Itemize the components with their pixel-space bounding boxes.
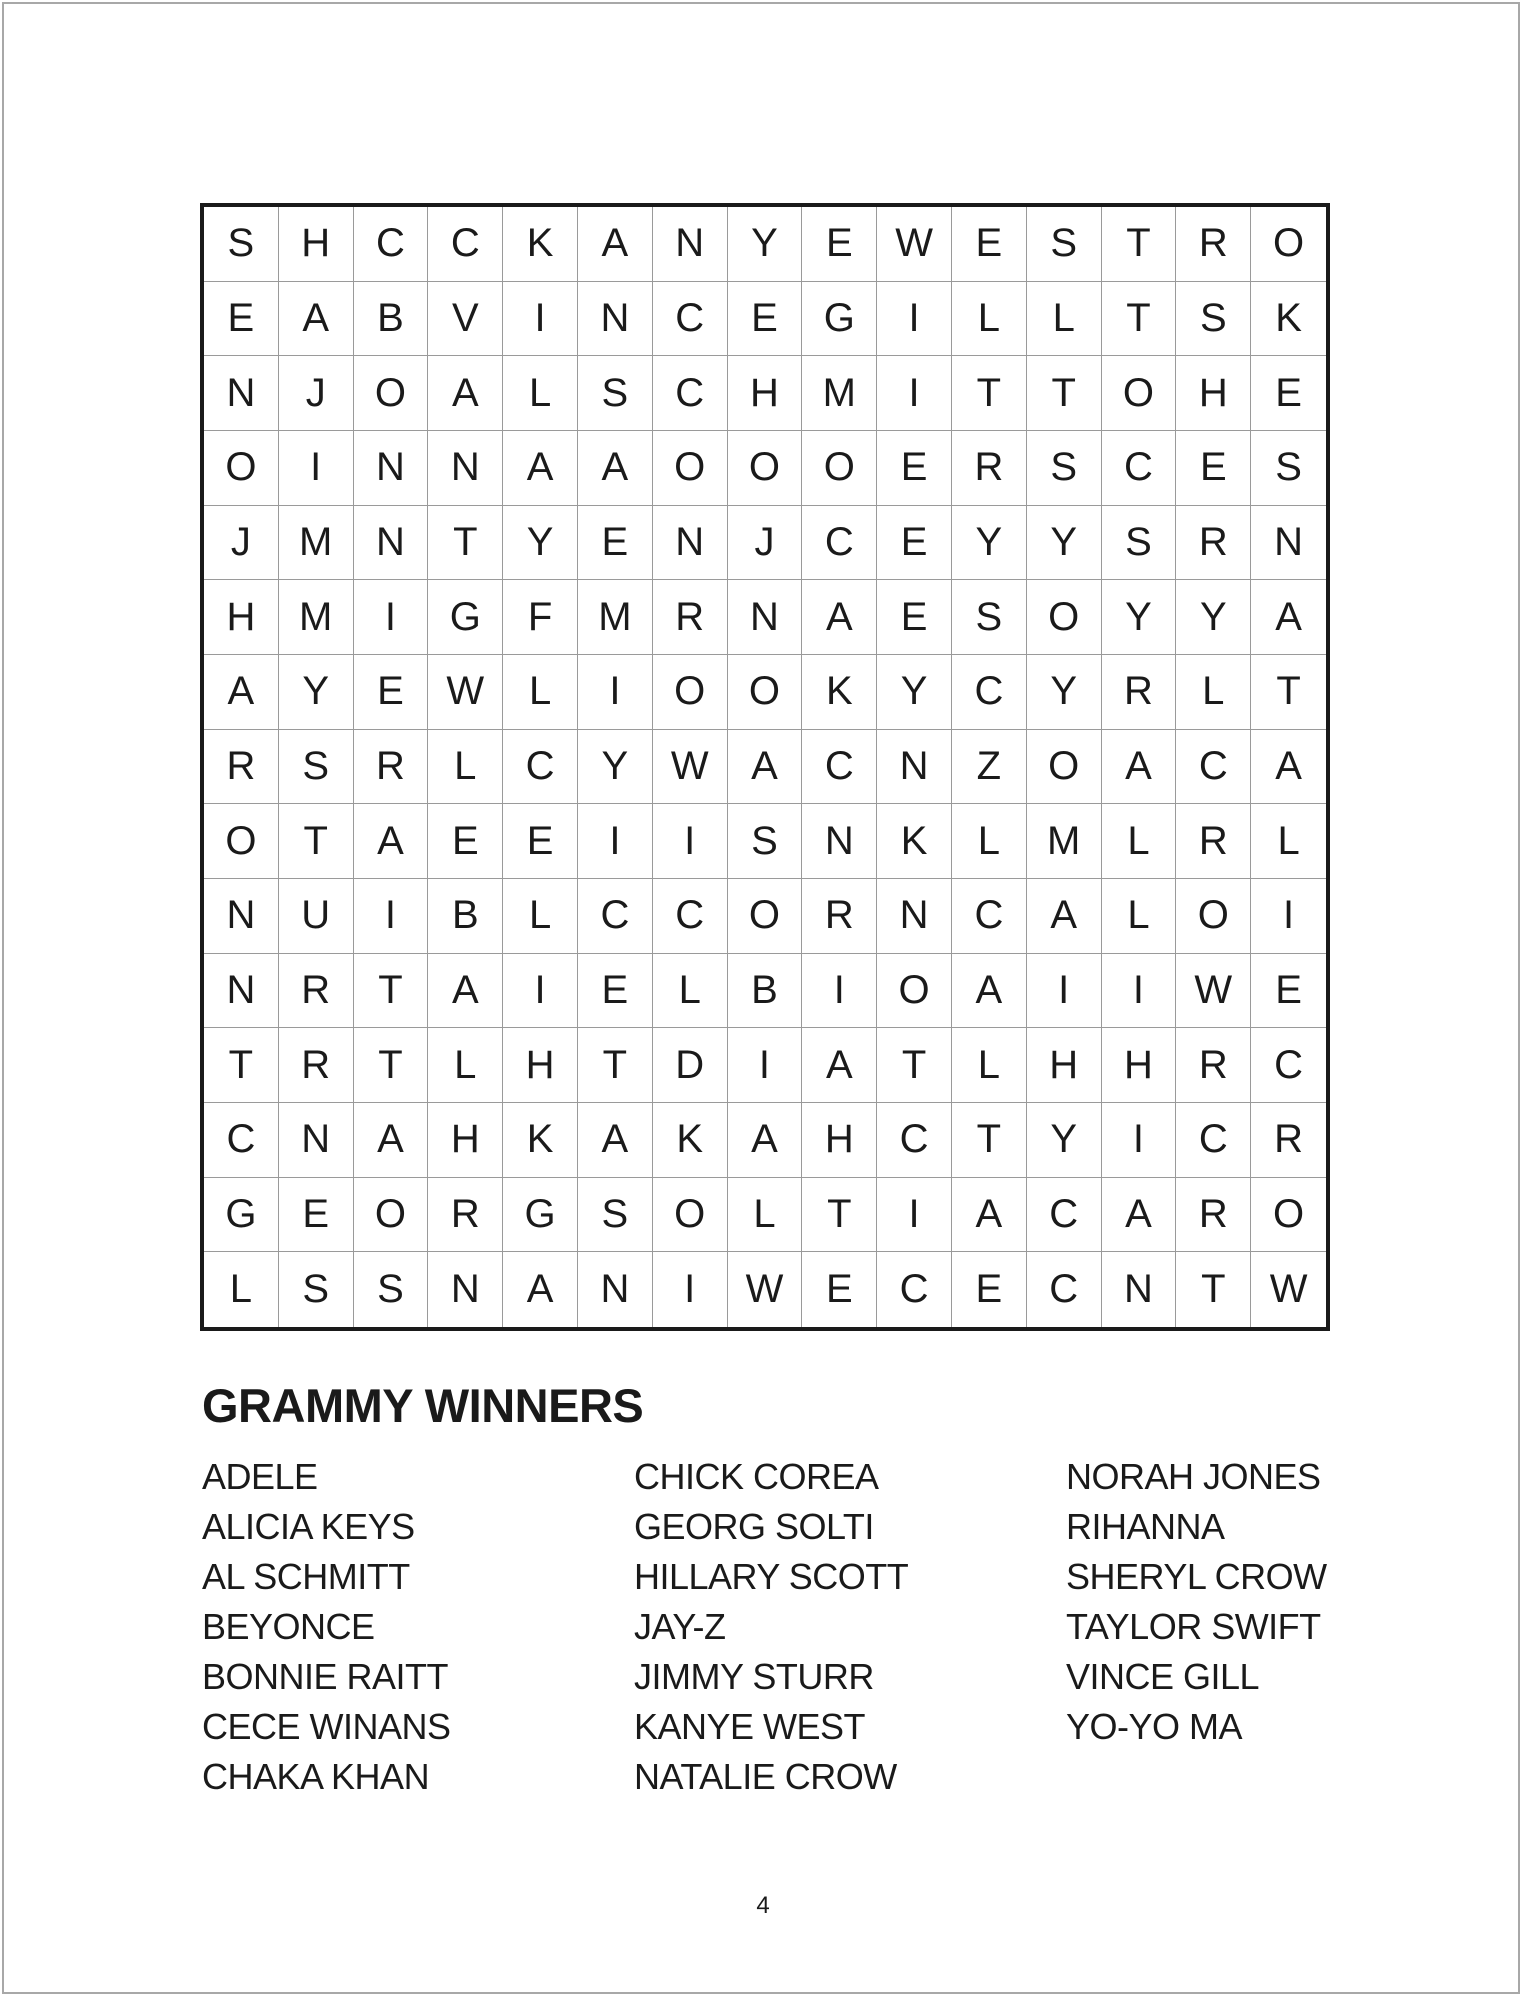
grid-cell: R	[279, 954, 354, 1029]
grid-cell: Y	[1027, 1103, 1102, 1178]
grid-cell: N	[653, 506, 728, 581]
grid-cell: M	[279, 506, 354, 581]
word-list-item: NORAH JONES	[1066, 1456, 1321, 1497]
grid-cell: N	[354, 506, 429, 581]
grid-cell: L	[952, 1028, 1027, 1103]
grid-cell: R	[279, 1028, 354, 1103]
grid-cell: N	[728, 580, 803, 655]
grid-cell: N	[802, 804, 877, 879]
grid-cell: K	[877, 804, 952, 879]
grid-cell: R	[952, 431, 1027, 506]
grid-cell: A	[279, 282, 354, 357]
grid-cell: N	[1251, 506, 1326, 581]
word-list-item: JIMMY STURR	[634, 1656, 874, 1697]
grid-cell: A	[428, 954, 503, 1029]
grid-cell: E	[279, 1178, 354, 1253]
grid-cell: L	[428, 730, 503, 805]
grid-cell: O	[1102, 356, 1177, 431]
grid-cell: I	[578, 655, 653, 730]
grid-cell: K	[1251, 282, 1326, 357]
grid-cell: W	[428, 655, 503, 730]
grid-cell: C	[1176, 730, 1251, 805]
grid-cell: N	[428, 431, 503, 506]
grid-cell: G	[428, 580, 503, 655]
grid-cell: O	[877, 954, 952, 1029]
grid-cell: O	[1027, 580, 1102, 655]
word-list-item: CECE WINANS	[202, 1706, 451, 1747]
grid-cell: H	[802, 1103, 877, 1178]
grid-cell: Y	[952, 506, 1027, 581]
word-list-column-1	[202, 1452, 451, 1802]
grid-cell: Y	[279, 655, 354, 730]
grid-cell: H	[1027, 1028, 1102, 1103]
grid-cell: R	[428, 1178, 503, 1253]
grid-cell: T	[802, 1178, 877, 1253]
grid-cell: H	[279, 207, 354, 282]
word-list-item: RIHANNA	[1066, 1506, 1225, 1547]
grid-cell: R	[1251, 1103, 1326, 1178]
word-list-item: NATALIE CROW	[634, 1756, 897, 1797]
grid-cell: O	[653, 655, 728, 730]
grid-cell: N	[354, 431, 429, 506]
grid-cell: A	[503, 431, 578, 506]
grid-cell: I	[1102, 954, 1177, 1029]
grid-cell: Y	[877, 655, 952, 730]
grid-cell: N	[204, 954, 279, 1029]
grid-cell: I	[503, 954, 578, 1029]
grid-cell: N	[877, 730, 952, 805]
grid-cell: C	[952, 655, 1027, 730]
grid-cell: O	[728, 655, 803, 730]
grid-cell: C	[578, 879, 653, 954]
grid-cell: E	[1176, 431, 1251, 506]
grid-cell: A	[802, 580, 877, 655]
grid-cell: L	[952, 282, 1027, 357]
grid-cell: H	[503, 1028, 578, 1103]
grid-cell: Z	[952, 730, 1027, 805]
grid-cell: L	[952, 804, 1027, 879]
grid-cell: A	[1251, 580, 1326, 655]
grid-cell: H	[1102, 1028, 1177, 1103]
word-list-item: HILLARY SCOTT	[634, 1556, 909, 1597]
grid-cell: A	[204, 655, 279, 730]
grid-cell: H	[1176, 356, 1251, 431]
grid-cell: V	[428, 282, 503, 357]
word-list-column-2	[634, 1452, 908, 1802]
grid-cell: C	[653, 356, 728, 431]
grid-cell: R	[653, 580, 728, 655]
grid-cell: R	[1176, 804, 1251, 879]
grid-cell: E	[578, 506, 653, 581]
grid-cell: L	[728, 1178, 803, 1253]
grid-cell: R	[1102, 655, 1177, 730]
grid-cell: J	[279, 356, 354, 431]
word-list-item: TAYLOR SWIFT	[1066, 1606, 1321, 1647]
grid-cell: A	[503, 1252, 578, 1327]
grid-cell: S	[578, 1178, 653, 1253]
grid-cell: N	[428, 1252, 503, 1327]
grid-cell: M	[1027, 804, 1102, 879]
grid-cell: N	[1102, 1252, 1177, 1327]
grid-cell: L	[503, 879, 578, 954]
grid-cell: C	[1176, 1103, 1251, 1178]
grid-cell: C	[877, 1103, 952, 1178]
grid-cell: L	[653, 954, 728, 1029]
word-list-item: ALICIA KEYS	[202, 1506, 415, 1547]
grid-cell: I	[653, 1252, 728, 1327]
word-list-item: KANYE WEST	[634, 1706, 866, 1747]
grid-cell: C	[1027, 1252, 1102, 1327]
grid-cell: O	[1251, 1178, 1326, 1253]
grid-cell: A	[952, 954, 1027, 1029]
grid-cell: E	[877, 580, 952, 655]
page-number: 4	[756, 1892, 770, 1919]
grid-cell: T	[952, 356, 1027, 431]
grid-cell: C	[653, 282, 728, 357]
grid-cell: W	[1176, 954, 1251, 1029]
grid-cell: C	[877, 1252, 952, 1327]
grid-cell: T	[354, 1028, 429, 1103]
word-list-item: SHERYL CROW	[1066, 1556, 1327, 1597]
grid-cell: I	[503, 282, 578, 357]
grid-cell: E	[1251, 356, 1326, 431]
grid-cell: Y	[503, 506, 578, 581]
grid-cell: R	[354, 730, 429, 805]
grid-cell: I	[802, 954, 877, 1029]
grid-cell: S	[279, 1252, 354, 1327]
grid-cell: K	[653, 1103, 728, 1178]
grid-cell: C	[503, 730, 578, 805]
grid-cell: S	[578, 356, 653, 431]
grid-cell: O	[653, 1178, 728, 1253]
grid-cell: I	[354, 879, 429, 954]
grid-cell: A	[354, 1103, 429, 1178]
grid-cell: R	[1176, 207, 1251, 282]
word-list-title: GRAMMY WINNERS	[202, 1379, 644, 1432]
word-list-item: JAY-Z	[634, 1606, 726, 1647]
word-list-item: YO-YO MA	[1066, 1706, 1243, 1747]
grid-cell: T	[1176, 1252, 1251, 1327]
grid-cell: B	[428, 879, 503, 954]
grid-cell: E	[1251, 954, 1326, 1029]
grid-cell: R	[1176, 1178, 1251, 1253]
grid-cell: K	[802, 655, 877, 730]
grid-cell: I	[877, 1178, 952, 1253]
grid-cell: E	[952, 207, 1027, 282]
word-list-item: BONNIE RAITT	[202, 1656, 449, 1697]
grid-cell: A	[728, 1103, 803, 1178]
grid-cell: E	[952, 1252, 1027, 1327]
word-list-item: VINCE GILL	[1066, 1656, 1260, 1697]
grid-cell: J	[728, 506, 803, 581]
grid-cell: A	[578, 1103, 653, 1178]
grid-cell: A	[952, 1178, 1027, 1253]
grid-cell: H	[428, 1103, 503, 1178]
grid-cell: U	[279, 879, 354, 954]
grid-cell: O	[354, 356, 429, 431]
grid-cell: S	[952, 580, 1027, 655]
grid-cell: R	[1176, 1028, 1251, 1103]
grid-cell: S	[1251, 431, 1326, 506]
grid-cell: I	[279, 431, 354, 506]
grid-cell: I	[1027, 954, 1102, 1029]
grid-cell: A	[1102, 1178, 1177, 1253]
grid-cell: T	[279, 804, 354, 879]
grid-cell: C	[428, 207, 503, 282]
grid-cell: L	[1027, 282, 1102, 357]
word-list-item: CHICK COREA	[634, 1456, 879, 1497]
grid-cell: T	[428, 506, 503, 581]
grid-cell: A	[1027, 879, 1102, 954]
grid-cell: Y	[1027, 655, 1102, 730]
grid-cell: A	[728, 730, 803, 805]
grid-cell: L	[1251, 804, 1326, 879]
grid-cell: O	[1027, 730, 1102, 805]
grid-cell: C	[653, 879, 728, 954]
grid-cell: C	[1102, 431, 1177, 506]
grid-cell: T	[578, 1028, 653, 1103]
grid-cell: T	[204, 1028, 279, 1103]
grid-cell: N	[578, 282, 653, 357]
grid-cell: Y	[1176, 580, 1251, 655]
grid-cell: C	[204, 1103, 279, 1178]
grid-cell: R	[1176, 506, 1251, 581]
grid-cell: I	[1102, 1103, 1177, 1178]
grid-cell: C	[1027, 1178, 1102, 1253]
grid-cell: W	[728, 1252, 803, 1327]
grid-cell: Y	[1027, 506, 1102, 581]
grid-cell: S	[1027, 431, 1102, 506]
grid-cell: M	[802, 356, 877, 431]
word-search-grid	[200, 203, 1330, 1331]
grid-cell: A	[1102, 730, 1177, 805]
grid-cell: L	[1176, 655, 1251, 730]
grid-cell: I	[877, 356, 952, 431]
grid-cell: S	[354, 1252, 429, 1327]
grid-cell: G	[204, 1178, 279, 1253]
grid-cell: S	[204, 207, 279, 282]
word-list-column-3	[1066, 1452, 1327, 1752]
grid-cell: H	[204, 580, 279, 655]
grid-cell: B	[728, 954, 803, 1029]
grid-cell: W	[877, 207, 952, 282]
grid-cell: E	[728, 282, 803, 357]
grid-cell: B	[354, 282, 429, 357]
grid-cell: I	[578, 804, 653, 879]
grid-cell: R	[802, 879, 877, 954]
grid-cell: S	[728, 804, 803, 879]
grid-cell: N	[204, 356, 279, 431]
grid-cell: T	[877, 1028, 952, 1103]
grid-cell: A	[428, 356, 503, 431]
grid-cell: L	[503, 655, 578, 730]
grid-cell: O	[1176, 879, 1251, 954]
grid-cell: W	[1269, 1267, 1308, 1312]
grid-cell: E	[802, 1252, 877, 1327]
grid-cell: I	[728, 1028, 803, 1103]
grid-cell: L	[503, 356, 578, 431]
grid-cell: A	[1251, 730, 1326, 805]
grid-cell: A	[802, 1028, 877, 1103]
grid-cell: C	[802, 730, 877, 805]
grid-cell: O	[728, 431, 803, 506]
grid-cell: N	[877, 879, 952, 954]
grid-cell: G	[802, 282, 877, 357]
grid-cell: R	[204, 730, 279, 805]
grid-cell: O	[1251, 207, 1326, 282]
grid-cell: K	[503, 207, 578, 282]
grid-cell: O	[354, 1178, 429, 1253]
grid-cell: L	[1102, 804, 1177, 879]
grid-cell: L	[428, 1028, 503, 1103]
grid-cell: N	[578, 1252, 653, 1327]
grid-cell: J	[204, 506, 279, 581]
grid-cell: T	[1102, 207, 1177, 282]
grid-cell: S	[1102, 506, 1177, 581]
grid-cell: N	[653, 207, 728, 282]
grid-cell: T	[1102, 282, 1177, 357]
grid-cell: L	[204, 1252, 279, 1327]
grid-cell: Y	[1102, 580, 1177, 655]
grid-cell: O	[728, 879, 803, 954]
grid-cell: W	[653, 730, 728, 805]
grid-cell: K	[503, 1103, 578, 1178]
grid-cell: Y	[578, 730, 653, 805]
grid-cell: I	[877, 282, 952, 357]
grid-cell: S	[1176, 282, 1251, 357]
grid-cell: S	[279, 730, 354, 805]
grid-cell: O	[204, 804, 279, 879]
grid-cell: Y	[728, 207, 803, 282]
grid-cell: E	[204, 282, 279, 357]
grid-cell: E	[877, 431, 952, 506]
grid-cell: I	[653, 804, 728, 879]
grid-cell: N	[279, 1103, 354, 1178]
grid-cell: E	[354, 655, 429, 730]
grid-cell: H	[728, 356, 803, 431]
grid-cell: C	[1251, 1028, 1326, 1103]
grid-cell: M	[578, 580, 653, 655]
grid-cell: C	[802, 506, 877, 581]
grid-cell: E	[802, 207, 877, 282]
grid-cell: E	[428, 804, 503, 879]
word-list-item: CHAKA KHAN	[202, 1756, 430, 1797]
grid-cell: O	[204, 431, 279, 506]
grid-cell: A	[578, 207, 653, 282]
grid-cell: A	[578, 431, 653, 506]
grid-cell: S	[1027, 207, 1102, 282]
grid-cell: T	[1027, 356, 1102, 431]
grid-cell: T	[354, 954, 429, 1029]
grid-cell: T	[1251, 655, 1326, 730]
grid-cell: A	[354, 804, 429, 879]
grid-cell: E	[503, 804, 578, 879]
grid-cell: M	[279, 580, 354, 655]
grid-cell: D	[653, 1028, 728, 1103]
word-list-item: ADELE	[202, 1456, 318, 1497]
word-list-item: AL SCHMITT	[202, 1556, 410, 1597]
grid-cell: E	[877, 506, 952, 581]
grid-cell: G	[503, 1178, 578, 1253]
grid-cell: I	[354, 580, 429, 655]
grid-cell: L	[1102, 879, 1177, 954]
word-list-item: BEYONCE	[202, 1606, 375, 1647]
grid-cell: I	[1251, 879, 1326, 954]
grid-cell: E	[578, 954, 653, 1029]
grid-cell: O	[802, 431, 877, 506]
grid-cell: F	[503, 580, 578, 655]
grid-cell: C	[952, 879, 1027, 954]
grid-cell: C	[354, 207, 429, 282]
grid-cell: T	[952, 1103, 1027, 1178]
grid-cell: N	[204, 879, 279, 954]
word-list-item: GEORG SOLTI	[634, 1506, 874, 1547]
grid-cell: O	[653, 431, 728, 506]
